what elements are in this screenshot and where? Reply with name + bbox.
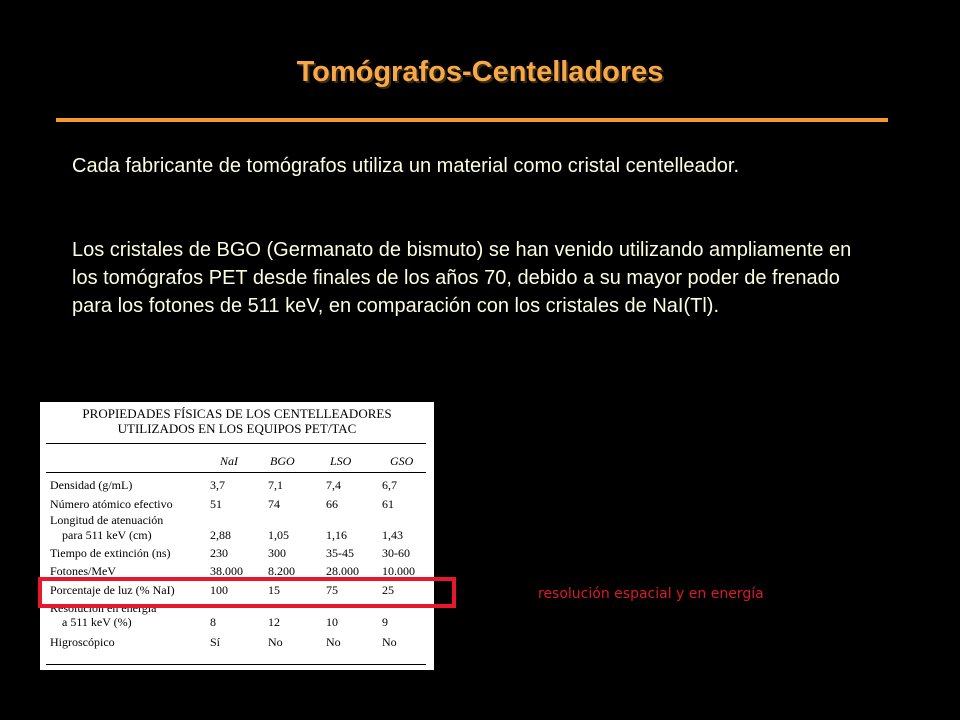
row-label: Fotones/MeV (50, 564, 116, 578)
row-label: Número atómico efectivo (50, 497, 173, 511)
cell-gso: 6,7 (382, 478, 397, 492)
table-row (40, 478, 434, 493)
table-header-rule (46, 472, 426, 473)
paragraph-intro: Cada fabricante de tomógrafos utiliza un material como cristal centelleador. (72, 155, 740, 177)
cell-gso: 9 (382, 615, 388, 629)
paragraph-bgo: Los cristales de BGO (Germanato de bismuto) se han venido utilizando ampliamente en los tomógrafos PET desde finales de los años 70, debido a su mayor poder de frenado para los fotones de 511 keV, en comparación con los cristales de NaI(Tl). (72, 239, 852, 317)
table-title-line-2: UTILIZADOS EN LOS EQUIPOS PET/TAC (117, 421, 357, 436)
row-label: Porcentaje de luz (% NaI) (50, 583, 175, 597)
cell-nai: 38.000 (210, 564, 243, 578)
table-top-rule (46, 443, 426, 444)
cell-bgo: No (268, 635, 283, 649)
cell-lso: No (326, 635, 341, 649)
cell-gso: 25 (382, 583, 394, 597)
row-label: Densidad (g/mL) (50, 478, 133, 492)
cell-nai: 230 (210, 546, 228, 560)
column-header-lso: LSO (330, 454, 352, 468)
cell-lso: 10 (326, 615, 338, 629)
cell-bgo: 8.200 (268, 564, 295, 578)
table-title (40, 406, 434, 436)
row-label: a 511 keV (%) (62, 615, 132, 629)
table-title-line-1: PROPIEDADES FÍSICAS DE LOS CENTELLEADORES (82, 406, 392, 421)
cell-gso: 1,43 (382, 528, 403, 542)
cell-nai: 51 (210, 497, 222, 511)
slide-title: Tomógrafos-Centelladores (296, 56, 664, 88)
column-header-bgo: BGO (270, 454, 295, 468)
column-header-nai: NaI (220, 454, 238, 468)
row-label: Higroscópico (50, 635, 115, 649)
title-underline (56, 118, 888, 122)
row-label: para 511 keV (cm) (62, 528, 152, 542)
cell-bgo: 1,05 (268, 528, 289, 542)
table-row (40, 528, 434, 543)
cell-gso: 61 (382, 497, 394, 511)
cell-nai: 3,7 (210, 478, 225, 492)
table-row (40, 546, 434, 561)
cell-gso: 30-60 (382, 546, 410, 560)
cell-gso: 10.000 (382, 564, 415, 578)
cell-lso: 28.000 (326, 564, 359, 578)
cell-bgo: 7,1 (268, 478, 283, 492)
cell-lso: 66 (326, 497, 338, 511)
cell-nai: Sí (210, 635, 221, 649)
cell-lso: 75 (326, 583, 338, 597)
cell-nai: 8 (210, 615, 216, 629)
cell-bgo: 300 (268, 546, 286, 560)
row-label: Longitud de atenuación (50, 513, 164, 527)
scintillator-properties-table (40, 402, 434, 670)
cell-bgo: 12 (268, 615, 280, 629)
cell-lso: 1,16 (326, 528, 347, 542)
table-row (40, 615, 434, 630)
table-bottom-rule (46, 664, 426, 665)
table-row (40, 513, 434, 528)
cell-lso: 35-45 (326, 546, 354, 560)
cell-nai: 100 (210, 583, 228, 597)
light-output-highlight-box (38, 577, 456, 608)
cell-lso: 7,4 (326, 478, 341, 492)
cell-bgo: 15 (268, 583, 280, 597)
table-row (40, 497, 434, 512)
row-label: Tiempo de extinción (ns) (50, 546, 171, 560)
cell-bgo: 74 (268, 497, 280, 511)
cell-nai: 2,88 (210, 528, 231, 542)
annotation-text: resolución espacial y en energía (538, 586, 764, 602)
row-label: Resolución en energía (50, 601, 157, 615)
column-header-gso: GSO (390, 454, 414, 468)
table-row (40, 635, 434, 650)
cell-gso: No (382, 635, 397, 649)
